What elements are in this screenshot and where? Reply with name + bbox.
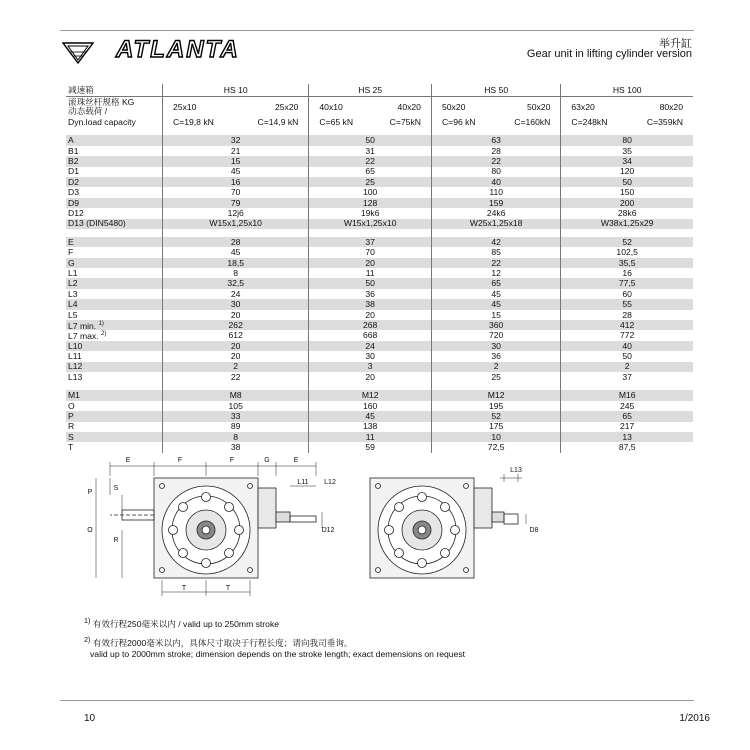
table-cell: 45 (163, 167, 309, 177)
table-spacer (66, 382, 693, 390)
table-row (66, 351, 693, 361)
row-label (66, 362, 163, 372)
table-row (66, 258, 693, 268)
table-cell: 38 (163, 442, 309, 452)
table-cell: 30 (309, 351, 432, 361)
footnote-2 (84, 636, 465, 659)
table-cell: 16 (163, 177, 309, 187)
table-cell: 22 (309, 156, 432, 166)
table-cell: 52 (431, 411, 560, 421)
row-label (66, 289, 163, 299)
table-cell: 30 (431, 341, 560, 351)
footnote-text: 有效行程250毫米以内 / valid up to 250mm stroke (92, 618, 280, 629)
table-cell-value: 40x10 (319, 101, 343, 112)
spindle-size-cell (431, 97, 560, 118)
load-capacity-cell (309, 117, 432, 127)
table-cell: 28k6 (561, 208, 693, 218)
row-label (66, 198, 163, 208)
footnote-text-cn: 有效行程2000毫米以内，具体尺寸取决于行程长度；请向我司垂询。 (92, 637, 353, 648)
spacer-cell (309, 127, 432, 135)
table-cell-value: C=248kN (571, 116, 608, 127)
table-cell: 42 (431, 237, 560, 247)
table-cell: 36 (309, 289, 432, 299)
table-cell: 37 (309, 237, 432, 247)
table-cell-value: C=14,9 kN (257, 116, 299, 127)
table-cell: 87,5 (561, 442, 693, 452)
dim-label-e: E (125, 457, 131, 464)
model-header: HS 50 (431, 84, 560, 97)
row-label (66, 258, 163, 268)
table-cell-value: C=65 kN (319, 116, 354, 127)
row-label (66, 432, 163, 442)
table-cell: 20 (309, 258, 432, 268)
table-cell: 77,5 (561, 278, 693, 288)
table-cell: 45 (309, 411, 432, 421)
table-cell: M12 (309, 390, 432, 400)
table-cell: M16 (561, 390, 693, 400)
row-label-text: L12 (68, 361, 83, 372)
table-cell: 45 (431, 299, 560, 309)
table-cell: 412 (561, 320, 693, 330)
row-label (66, 310, 163, 320)
table-cell: 11 (309, 268, 432, 278)
table-cell: 34 (561, 156, 693, 166)
footnote-ref: 1) (98, 320, 104, 327)
table-row (66, 320, 693, 330)
table-row (66, 198, 693, 208)
table-cell: 50 (309, 135, 432, 145)
table-cell: 52 (561, 237, 693, 247)
table-header-row (66, 84, 693, 97)
row-label-text: T (68, 442, 74, 453)
spindle-size-cell (309, 97, 432, 118)
table-cell: 24k6 (431, 208, 560, 218)
row-label-text: R (68, 421, 75, 432)
table-cell: 85 (431, 247, 560, 257)
row-label (66, 146, 163, 156)
row-label-text: L10 (68, 340, 83, 351)
table-spacer (66, 229, 693, 237)
table-cell-value: 25x10 (173, 101, 197, 112)
dim-label-d8: D8 (529, 527, 539, 534)
dim-label-g: G (264, 457, 270, 464)
row-label (66, 187, 163, 197)
table-cell: 30 (163, 299, 309, 309)
table-cell: 105 (163, 401, 309, 411)
table-cell: 20 (163, 341, 309, 351)
spacer-cell (309, 382, 432, 390)
issue-date: 1/2016 (679, 713, 710, 724)
table-cell: 80 (431, 167, 560, 177)
row-label-text: S (68, 431, 74, 442)
table-cell: 128 (309, 198, 432, 208)
table-cell: 36 (431, 351, 560, 361)
dim-label-s: S (113, 485, 119, 492)
row-label (66, 167, 163, 177)
table-cell: 15 (431, 310, 560, 320)
row-label (66, 156, 163, 166)
row-label-text: L13 (68, 371, 83, 382)
table-cell-value: 63x20 (571, 101, 595, 112)
row-label (66, 177, 163, 187)
table-cell: 22 (163, 372, 309, 382)
dim-label-o: O (87, 527, 93, 534)
table-cell: 110 (431, 187, 560, 197)
table-cell: 11 (309, 432, 432, 442)
table-cell: 28 (431, 146, 560, 156)
table-cell: 24 (309, 341, 432, 351)
table-row (66, 432, 693, 442)
table-row (66, 187, 693, 197)
table-cell: 50 (561, 351, 693, 361)
table-cell: 59 (309, 442, 432, 452)
table-cell-value: 50x20 (526, 101, 551, 112)
table-cell: 2 (431, 362, 560, 372)
table-cell-value: C=96 kN (441, 116, 476, 127)
footnote-marker: 2) (84, 636, 91, 644)
load-capacity-cell (163, 117, 309, 127)
table-cell: M12 (431, 390, 560, 400)
table-cell: 20 (309, 310, 432, 320)
row-label (66, 351, 163, 361)
table-cell: 33 (163, 411, 309, 421)
spacer-cell (431, 229, 560, 237)
table-cell: 195 (431, 401, 560, 411)
footnote-marker: 1) (84, 617, 91, 625)
table-cell: M8 (163, 390, 309, 400)
brand-logo: ATLANTA (116, 36, 240, 63)
table-cell: 65 (561, 411, 693, 421)
table-cell: 16 (561, 268, 693, 278)
table-row (66, 422, 693, 432)
table-cell: 28 (561, 310, 693, 320)
model-header: HS 100 (561, 84, 693, 97)
table-cell: 360 (431, 320, 560, 330)
spindle-size-cell (163, 97, 309, 118)
table-cell-value: C=19,8 kN (173, 116, 214, 127)
row-label-text: L5 (68, 309, 78, 320)
table-row (66, 219, 693, 229)
drawing-side-view-right (370, 474, 526, 578)
table-row (66, 247, 693, 257)
table-cell-value: C=160kN (514, 116, 551, 127)
dim-label-l11: L11 (297, 479, 309, 486)
row-label-text: D2 (68, 176, 79, 187)
row-label-text: F (68, 247, 74, 258)
table-cell: 32,5 (163, 278, 309, 288)
table-cell: 2 (163, 362, 309, 372)
row-label-text: D13 (DIN5480) (68, 218, 126, 229)
table-cell: 12 (431, 268, 560, 278)
table-cell: 20 (309, 372, 432, 382)
table-row (66, 146, 693, 156)
table-cell: 80 (561, 135, 693, 145)
table-cell: 79 (163, 198, 309, 208)
row-label-text: L1 (68, 267, 78, 278)
dim-label-f: F (229, 457, 235, 464)
table-cell: 18,5 (163, 258, 309, 268)
spacer-cell (561, 229, 693, 237)
table-cell: 668 (309, 330, 432, 340)
row-label-text: A (68, 135, 74, 146)
table-row (66, 237, 693, 247)
spacer-cell (66, 382, 163, 390)
table-cell: 65 (431, 278, 560, 288)
table-cell: 612 (163, 330, 309, 340)
table-cell: 40 (561, 341, 693, 351)
page-number: 10 (84, 713, 96, 724)
row-label (66, 97, 163, 118)
row-label (66, 422, 163, 432)
table-cell: 8 (163, 432, 309, 442)
table-cell-value: 25x20 (274, 101, 299, 112)
table-cell: 15 (163, 156, 309, 166)
row-label-text: B1 (68, 145, 79, 156)
table-row (66, 289, 693, 299)
table-row (66, 97, 693, 118)
table-cell: 40 (431, 177, 560, 187)
table-row (66, 330, 693, 340)
table-cell: 217 (561, 422, 693, 432)
row-label (66, 237, 163, 247)
table-cell: 70 (309, 247, 432, 257)
table-cell: 175 (431, 422, 560, 432)
footer-rule (60, 700, 694, 701)
footnote-text-en: valid up to 2000mm stroke; dimension depends on the stroke length; exact demensions on request (90, 648, 466, 659)
table-cell-value: 50x20 (441, 101, 466, 112)
dimension-table (66, 84, 693, 453)
row-label-text: L2 (68, 278, 78, 289)
table-cell: 150 (561, 187, 693, 197)
spacer-cell (561, 127, 693, 135)
table-cell: 38 (309, 299, 432, 309)
table-cell: 2 (561, 362, 693, 372)
row-label-text: G (68, 257, 75, 268)
spacer-cell (309, 229, 432, 237)
table-cell: 31 (309, 146, 432, 156)
table-row (66, 411, 693, 421)
table-row (66, 341, 693, 351)
row-label (66, 135, 163, 145)
atlanta-emblem-icon (62, 42, 94, 64)
table-cell: 160 (309, 401, 432, 411)
table-cell: 50 (309, 278, 432, 288)
row-label-text: D12 (68, 208, 84, 219)
table-cell: 19k6 (309, 208, 432, 218)
table-row (66, 167, 693, 177)
footnote-1 (84, 617, 279, 630)
row-label (66, 401, 163, 411)
row-label (66, 219, 163, 229)
table-cell: 159 (431, 198, 560, 208)
table-row (66, 156, 693, 166)
table-cell: W38x1,25x29 (561, 219, 693, 229)
table-corner-label: 减速箱 (66, 84, 163, 97)
table-cell: 55 (561, 299, 693, 309)
table-cell: 102,5 (561, 247, 693, 257)
table-cell: 72,5 (431, 442, 560, 452)
row-label-text: 滚珠丝杆规格 KG (68, 97, 135, 108)
table-cell: 138 (309, 422, 432, 432)
row-label-text: L7 min. (68, 320, 97, 331)
table-cell: 22 (431, 258, 560, 268)
table-cell: W15x1,25x10 (309, 219, 432, 229)
table-cell: 8 (163, 268, 309, 278)
page-title-cn: 举升缸 (659, 38, 692, 50)
dim-label-l13: L13 (510, 467, 522, 474)
spacer-cell (66, 127, 163, 135)
table-row (66, 268, 693, 278)
table-cell: 20 (163, 310, 309, 320)
table-cell: 24 (163, 289, 309, 299)
row-label (66, 330, 163, 340)
row-label (66, 390, 163, 400)
spindle-size-cell (561, 97, 693, 118)
dim-label-r: R (113, 537, 119, 544)
table-row (66, 372, 693, 382)
table-cell: 50 (561, 177, 693, 187)
row-label-text: L4 (68, 299, 78, 310)
row-label-text: D3 (68, 187, 79, 198)
table-cell: W25x1,25x18 (431, 219, 560, 229)
table-cell: 65 (309, 167, 432, 177)
technical-drawings (70, 450, 540, 602)
row-label-text: L7 max. (68, 330, 99, 341)
row-label (66, 278, 163, 288)
header-rule (60, 30, 694, 31)
drawing-side-view-left (96, 462, 322, 596)
table-cell: 20 (163, 351, 309, 361)
table-cell: 720 (431, 330, 560, 340)
row-label: Dyn.load capacity (68, 116, 136, 127)
spacer-cell (66, 229, 163, 237)
footnote-ref: 2) (100, 330, 107, 337)
table-row (66, 310, 693, 320)
table-cell: 245 (561, 401, 693, 411)
table-cell: 10 (431, 432, 560, 442)
table-cell: 3 (309, 362, 432, 372)
table-row (66, 177, 693, 187)
table-cell: 89 (163, 422, 309, 432)
row-label-text: B2 (68, 156, 79, 167)
model-header: HS 10 (163, 84, 309, 97)
spacer-cell (561, 382, 693, 390)
dim-label-e: E (293, 457, 299, 464)
table-row (66, 278, 693, 288)
table-cell: 28 (163, 237, 309, 247)
table-cell: 37 (561, 372, 693, 382)
row-label (66, 208, 163, 218)
row-label-text: L3 (68, 288, 78, 299)
table-cell: W15x1,25x10 (163, 219, 309, 229)
row-label-text: L11 (68, 351, 82, 362)
table-cell: 70 (163, 187, 309, 197)
dim-label-l12: L12 (324, 479, 336, 486)
row-label-text: D9 (68, 197, 79, 208)
table-cell: 35,5 (561, 258, 693, 268)
table-cell: 60 (561, 289, 693, 299)
spacer-cell (163, 382, 309, 390)
row-label (66, 247, 163, 257)
row-label-text: M1 (68, 390, 80, 401)
table-row (66, 117, 693, 127)
page-title: Gear unit in lifting cylinder version (526, 48, 692, 60)
spacer-cell (431, 127, 560, 135)
table-cell: 13 (561, 432, 693, 442)
table-row (66, 390, 693, 400)
table-row (66, 401, 693, 411)
load-capacity-cell (431, 117, 560, 127)
table-cell-value: 80x20 (659, 101, 683, 112)
table-cell-value: 40x20 (397, 101, 421, 112)
spacer-cell (163, 229, 309, 237)
row-label-text: P (68, 411, 74, 422)
table-cell: 25 (431, 372, 560, 382)
table-cell: 772 (561, 330, 693, 340)
table-row (66, 135, 693, 145)
row-label (66, 299, 163, 309)
table-cell: 262 (163, 320, 309, 330)
row-label (66, 411, 163, 421)
table-cell: 35 (561, 146, 693, 156)
table-cell: 120 (561, 167, 693, 177)
model-header: HS 25 (309, 84, 432, 97)
table-row (66, 362, 693, 372)
table-cell: 268 (309, 320, 432, 330)
spacer-cell (163, 127, 309, 135)
row-label-text: D1 (68, 166, 79, 177)
dim-label-f: F (177, 457, 183, 464)
table-cell: 22 (431, 156, 560, 166)
table-cell: 45 (431, 289, 560, 299)
row-label (66, 341, 163, 351)
table-cell-value: C=75kN (389, 116, 421, 127)
table-cell: 200 (561, 198, 693, 208)
dim-label-t: T (225, 585, 231, 592)
row-label-text: O (68, 400, 75, 411)
table-row (66, 299, 693, 309)
table-cell: 12j6 (163, 208, 309, 218)
row-label (66, 320, 163, 330)
row-label-text: 动态载荷 / (68, 106, 108, 116)
dim-label-d12: D12 (321, 527, 335, 534)
table-cell: 21 (163, 146, 309, 156)
dim-label-t: T (181, 585, 187, 592)
table-spacer (66, 127, 693, 135)
row-label (66, 268, 163, 278)
table-cell: 63 (431, 135, 560, 145)
row-label-text: E (68, 236, 74, 247)
table-cell: 32 (163, 135, 309, 145)
table-cell: 25 (309, 177, 432, 187)
table-row (66, 208, 693, 218)
load-capacity-cell (561, 117, 693, 127)
row-label (66, 372, 163, 382)
table-cell-value: C=359kN (646, 116, 683, 127)
table-cell: 100 (309, 187, 432, 197)
dim-label-p: P (87, 489, 93, 496)
spacer-cell (431, 382, 560, 390)
table-cell: 45 (163, 247, 309, 257)
